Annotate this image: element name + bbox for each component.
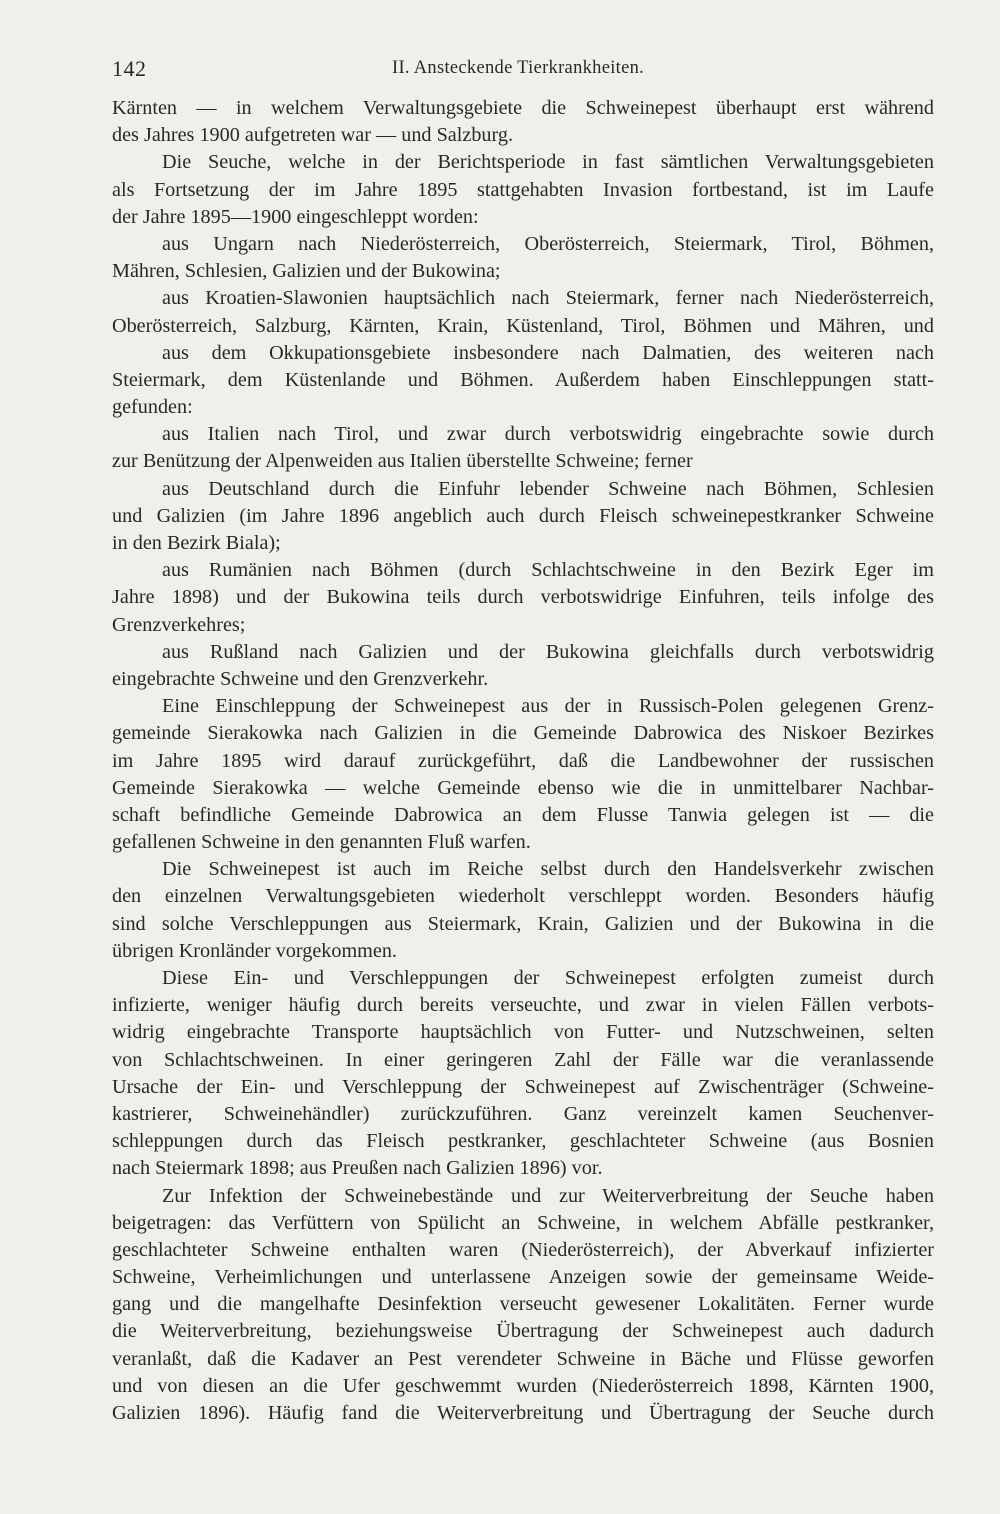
text-line: Kärnten — in welchem Verwaltungsgebiete die Schweinepest überhaupt erst während [112, 97, 934, 119]
text-line: Mähren, Schlesien, Galizien und der Bukowina; [112, 260, 501, 283]
text-line: aus Rumänien nach Böhmen (durch Schlachtschweine in den Bezirk Eger im [162, 559, 934, 582]
text-line: widrig eingebrachte Transporte hauptsächlich von Futter- und Nutzschweinen, selten [112, 1021, 934, 1044]
text-line: gemeinde Sierakowka nach Galizien in die Gemeinde Dabrowica des Niskoer Bezirkes [112, 722, 934, 745]
text-line: Ursache der Ein- und Verschleppung der Schweinepest auf Zwischenträger (Schweine- [112, 1075, 934, 1098]
text-line: Gemeinde Sierakowka — welche Gemeinde ebenso wie die in unmittelbarer Nachbar- [112, 776, 934, 799]
text-line: der Jahre 1895—1900 eingeschleppt worden: [112, 205, 479, 228]
text-line: in den Bezirk Biala); [112, 532, 281, 554]
text-line: den einzelnen Verwaltungsgebieten wiederholt verschleppt worden. Besonders häufig [112, 885, 934, 908]
text-line: und von diesen an die Ufer geschwemmt wurden (Niederösterreich 1898, Kärnten 1900, [112, 1374, 934, 1397]
text-line: eingebrachte Schweine und den Grenzverkehr. [112, 667, 489, 690]
text-line: als Fortsetzung der im Jahre 1895 stattgehabten Invasion fortbestand, ist im Laufe [112, 178, 934, 201]
text-line: Galizien 1896). Häufig fand die Weiterverbreitung und Übertragung der Seuche durch [112, 1402, 934, 1424]
text-line: die Weiterverbreitung, beziehungsweise Übertragung der Schweinepest auch dadurch [112, 1320, 934, 1343]
page-header [112, 56, 930, 86]
text-line: nach Steiermark 1898; aus Preußen nach Galizien 1896) vor. [112, 1157, 603, 1180]
text-line: des Jahres 1900 aufgetreten war — und Salzburg. [112, 124, 514, 147]
text-line: übrigen Kronländer vorgekommen. [112, 939, 397, 962]
text-line: Diese Ein- und Verschleppungen der Schweinepest erfolgten zumeist durch [162, 967, 934, 989]
text-line: aus Rußland nach Galizien und der Bukowina gleichfalls durch verbotswidrig [162, 640, 934, 663]
text-line: Grenzverkehres; [112, 613, 246, 636]
text-line: aus Italien nach Tirol, und zwar durch verbotswidrig eingebrachte sowie durch [162, 423, 934, 446]
text-line: zur Benützung der Alpenweiden aus Italien überstellte Schweine; ferner [112, 450, 693, 473]
text-line: infizierte, weniger häufig durch bereits verseuchte, und zwar in vielen Fällen verbots- [112, 994, 934, 1017]
text-line: Zur Infektion der Schweinebestände und zur Weiterverbreitung der Seuche haben [162, 1184, 934, 1207]
page-number: 142 [112, 56, 147, 81]
text-line: schleppungen durch das Fleisch pestkranker, geschlachteter Schweine (aus Bosnien [112, 1130, 934, 1153]
running-head: II. Ansteckende Tierkrankheiten. [392, 58, 645, 78]
text-line: sind solche Verschleppungen aus Steiermark, Krain, Galizien und der Bukowina in die [112, 912, 934, 935]
text-line: aus Ungarn nach Niederösterreich, Oberösterreich, Steiermark, Tirol, Böhmen, [162, 232, 934, 255]
text-line: gang und die mangelhafte Desinfektion verseucht gewesener Lokalitäten. Ferner wurde [112, 1293, 934, 1316]
text-line: Schweine, Verheimlichungen und unterlassene Anzeigen sowie der gemeinsame Weide- [112, 1266, 934, 1289]
text-line: im Jahre 1895 wird darauf zurückgeführt, daß die Landbewohner der russischen [112, 749, 934, 772]
text-line: aus dem Okkupationsgebiete insbesondere nach Dalmatien, des weiteren nach [162, 341, 934, 364]
text-line: Die Seuche, welche in der Berichtsperiode in fast sämtlichen Verwaltungsgebieten [162, 151, 934, 174]
text-line: und Galizien (im Jahre 1896 angeblich auch durch Fleisch schweinepestkranker Schweine [112, 504, 934, 527]
text-line: Eine Einschleppung der Schweinepest aus der in Russisch-Polen gelegenen Grenz- [162, 695, 934, 718]
text-line: aus Kroatien-Slawonien hauptsächlich nach Steiermark, ferner nach Niederösterreich, [162, 287, 934, 310]
text-line: Die Schweinepest ist auch im Reiche selbst durch den Handelsverkehr zwischen [162, 858, 934, 881]
text-line: Oberösterreich, Salzburg, Kärnten, Krain, Küstenland, Tirol, Böhmen und Mähren, und [112, 314, 934, 337]
text-line: beigetragen: das Verfüttern von Spülicht an Schweine, in welchem Abfälle pestkranker, [112, 1211, 934, 1234]
text-line: von Schlachtschweinen. In einer geringeren Zahl der Fälle war die veranlassende [112, 1048, 934, 1071]
text-line: Jahre 1898) und der Bukowina teils durch verbotswidrige Einfuhren, teils infolge des [112, 586, 934, 609]
text-line: Steiermark, dem Küstenlande und Böhmen. Außerdem haben Einschleppungen statt- [112, 368, 934, 391]
text-line: schaft befindliche Gemeinde Dabrowica an dem Flusse Tanwia gelegen ist — die [112, 803, 934, 826]
text-line: gefallenen Schweine in den genannten Fluß warfen. [112, 831, 531, 854]
text-line: kastrierer, Schweinehändler) zurückzuführen. Ganz vereinzelt kamen Seuchenver- [112, 1102, 934, 1125]
text-line: gefunden: [112, 396, 193, 419]
text-line: geschlachteter Schweine enthalten waren (Niederösterreich), der Abverkauf infizierter [112, 1238, 934, 1261]
text-line: aus Deutschland durch die Einfuhr lebender Schweine nach Böhmen, Schlesien [162, 477, 934, 500]
text-line: veranlaßt, daß die Kadaver an Pest verendeter Schweine in Bäche und Flüsse geworfen [112, 1347, 934, 1370]
body-text [112, 95, 934, 1427]
